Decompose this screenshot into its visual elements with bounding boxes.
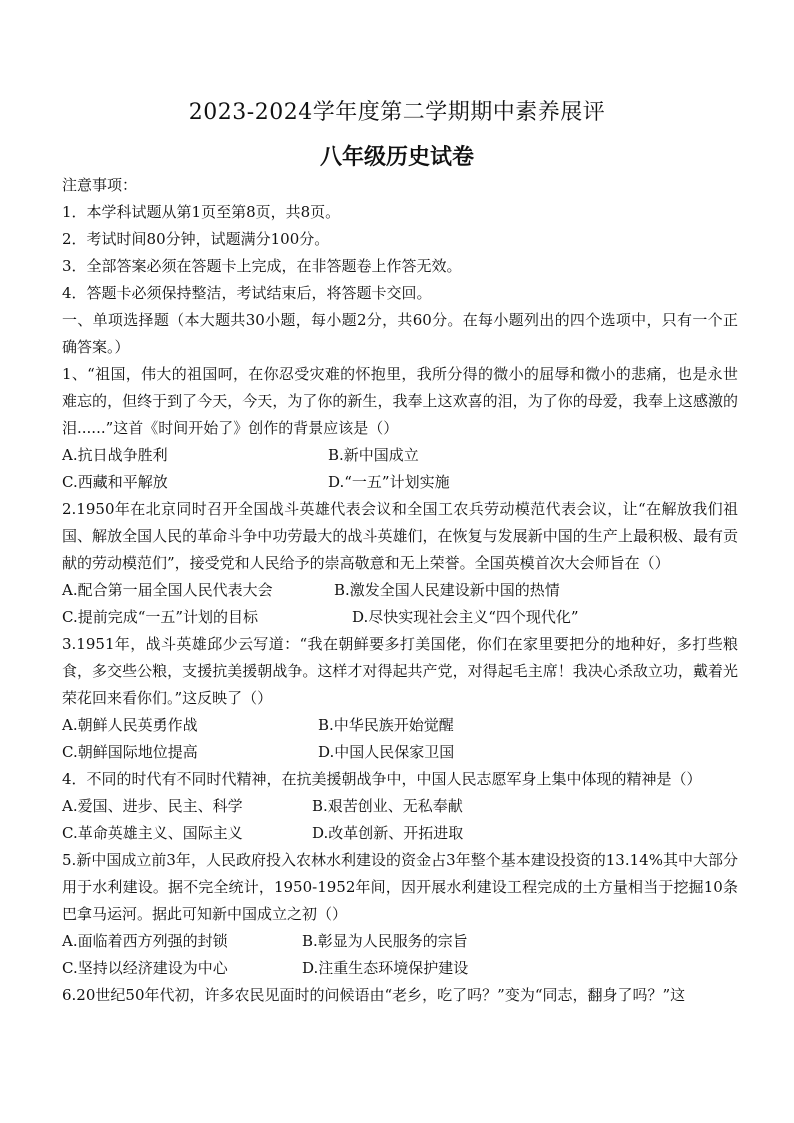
option-b: B.彰显为人民服务的宗旨 xyxy=(302,932,468,950)
option-a: A.面临着西方列强的封锁 xyxy=(62,932,228,950)
option-a: A.配合第一届全国人民代表大会 xyxy=(62,581,273,599)
section-heading: 一、单项选择题（本大题共30小题，每小题2分，共60分。在每小题列出的四个选项中，只有一个正确答案。） xyxy=(62,311,738,356)
exam-body xyxy=(62,172,738,1009)
question-4-options-row2 xyxy=(62,820,738,847)
notes-heading: 注意事项： xyxy=(62,176,138,194)
question-5-stem: 5.新中国成立前3年，人民政府投入农林水利建设的资金占3年整个基本建设投资的13.14%其中大部分用于水利建设。据不完全统计，1950-1952年间，因开展水利建设工程完成的土方量相当于挖掘10条巴拿马运河。据此可知新中国成立之初（） xyxy=(62,851,738,923)
question-6-stem: 6.20世纪50年代初，许多农民见面时的问候语由“老乡，吃了吗？”变为“同志，翻身了吗？”这 xyxy=(62,986,686,1004)
question-4-options-row1 xyxy=(62,793,738,820)
option-c: C.革命英雄主义、国际主义 xyxy=(62,824,243,842)
question-2-stem: 2.1950年在北京同时召开全国战斗英雄代表会议和全国工农兵劳动模范代表会议，让“在解放我们祖国、解放全国人民的革命斗争中功劳最大的战斗英雄们，在恢复与发展新中国的生产上最积极、最有贡献的劳动模范们”，接受党和人民给予的崇高敬意和无上荣誉。全国英模首次大会师旨在（） xyxy=(62,500,738,572)
question-3-options-row2 xyxy=(62,739,738,766)
option-c: C.提前完成“一五”计划的目标 xyxy=(62,608,259,626)
note-item: 2．考试时间80分钟，试题满分100分。 xyxy=(62,230,330,248)
option-c: C.朝鲜国际地位提高 xyxy=(62,743,198,761)
question-3-options-row1 xyxy=(62,712,738,739)
question-4-stem: 4．不同的时代有不同时代精神，在抗美援朝战争中，中国人民志愿军身上集中体现的精神是（） xyxy=(62,770,702,788)
option-a: A.朝鲜人民英勇作战 xyxy=(62,716,198,734)
note-item: 1．本学科试题从第1页至第8页，共8页。 xyxy=(62,203,341,221)
option-c: C.坚持以经济建设为中心 xyxy=(62,959,228,977)
question-2-options-row2 xyxy=(62,604,738,631)
exam-title: 2023-2024学年度第二学期期中素养展评 xyxy=(188,100,606,125)
question-5-options-row2 xyxy=(62,955,738,982)
question-1-options-row2 xyxy=(62,469,738,496)
option-d: D.“一五”计划实施 xyxy=(328,473,450,491)
question-1-stem: 1、“祖国，伟大的祖国呵，在你忍受灾难的怀抱里，我所分得的微小的屈辱和微小的悲痛，也是永世难忘的，但终于到了今天，今天，为了你的新生，我奉上这欢喜的泪，为了你的母爱，我奉上这感激的泪......”这首《时间开始了》创作的背景应该是（） xyxy=(62,365,738,437)
option-d: D.改革创新、开拓进取 xyxy=(312,824,464,842)
question-1-options-row1 xyxy=(62,442,738,469)
option-b: B.艰苦创业、无私奉献 xyxy=(312,797,463,815)
note-item: 4．答题卡必须保持整洁，考试结束后，将答题卡交回。 xyxy=(62,284,432,302)
option-a: A.抗日战争胜利 xyxy=(62,446,168,464)
option-a: A.爱国、进步、民主、科学 xyxy=(62,797,243,815)
note-item: 3．全部答案必须在答题卡上完成，在非答题卷上作答无效。 xyxy=(62,257,462,275)
option-d: D.中国人民保家卫国 xyxy=(318,743,455,761)
question-2-options-row1 xyxy=(62,577,738,604)
option-c: C.西藏和平解放 xyxy=(62,473,168,491)
question-3-stem: 3.1951年，战斗英雄邱少云写道：“我在朝鲜要多打美国佬，你们在家里要把分的地种好，多打些粮食，多交些公粮，支援抗美援朝战争。这样才对得起共产党，对得起毛主席！我决心杀敌立功，戴着光荣花回来看你们。”这反映了（） xyxy=(62,635,738,707)
option-d: D.注重生态环境保护建设 xyxy=(302,959,469,977)
option-d: D.尽快实现社会主义“四个现代化” xyxy=(352,608,579,626)
option-b: B.中华民族开始觉醒 xyxy=(318,716,454,734)
exam-subtitle: 八年级历史试卷 xyxy=(319,144,474,170)
option-b: B.激发全国人民建设新中国的热情 xyxy=(334,581,560,599)
question-5-options-row1 xyxy=(62,928,738,955)
option-b: B.新中国成立 xyxy=(328,446,419,464)
